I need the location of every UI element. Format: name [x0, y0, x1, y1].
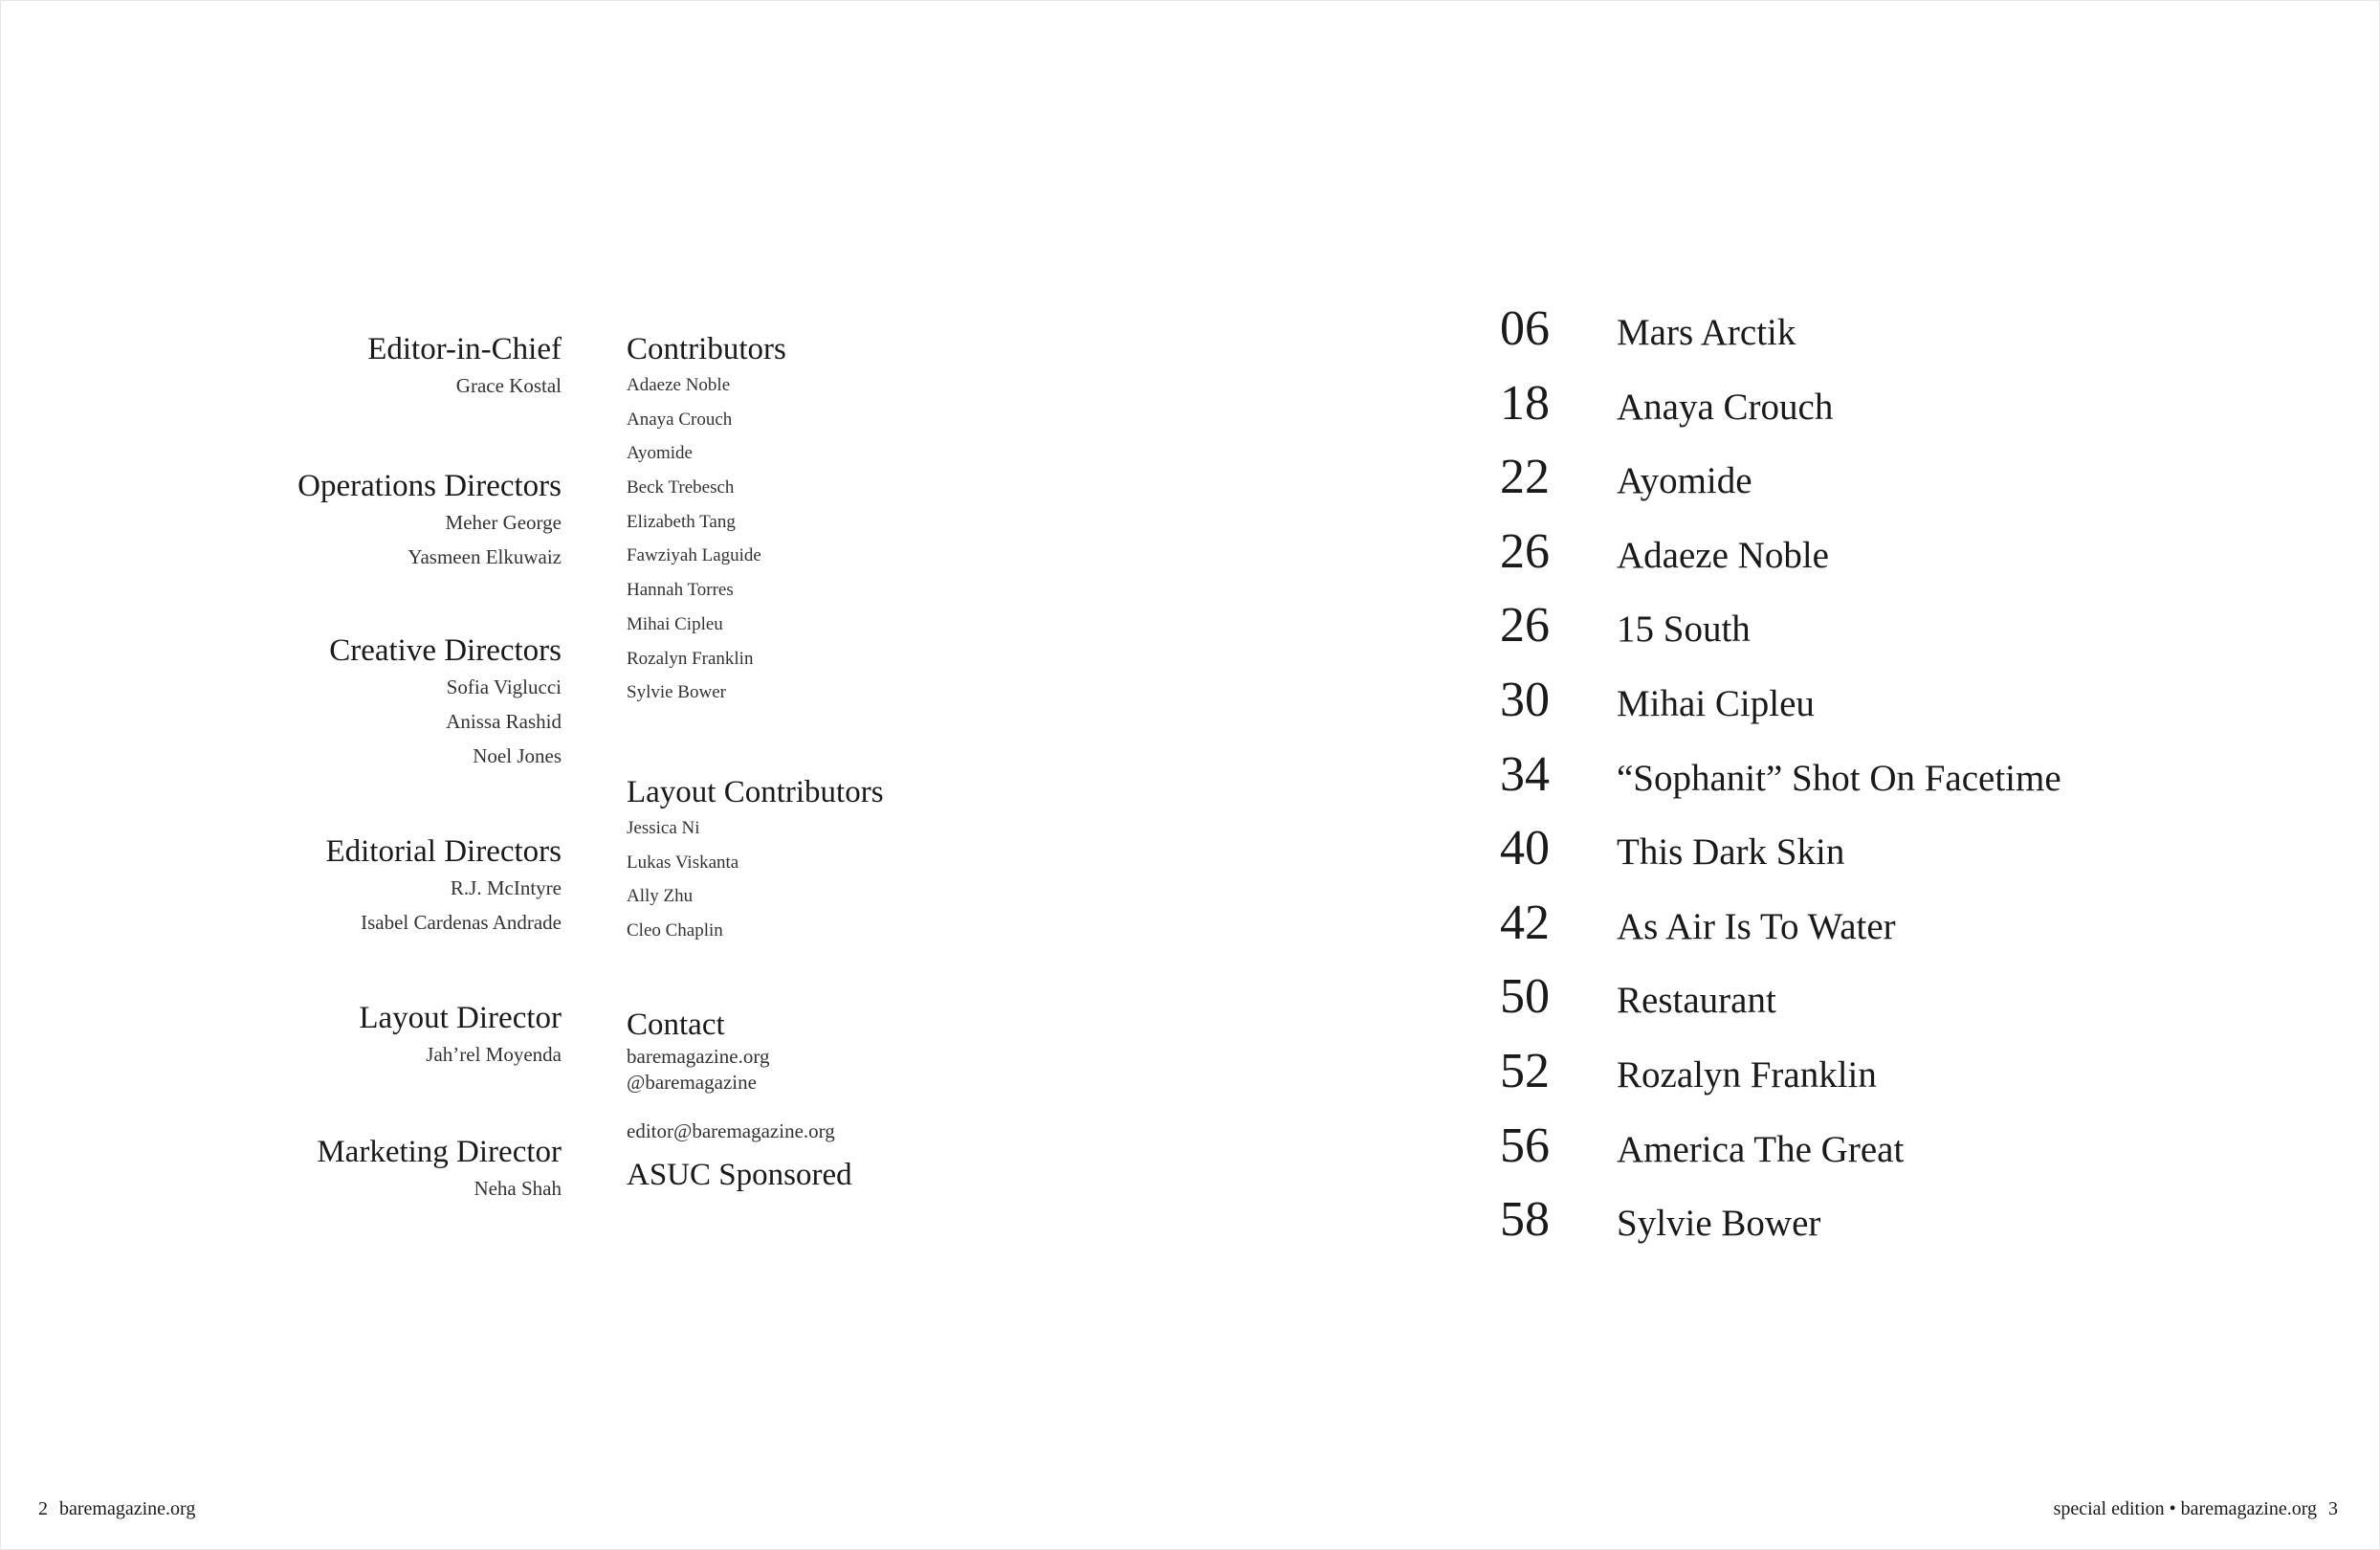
toc-page-number: 30 — [1500, 672, 1550, 727]
contributor-name: Anaya Crouch — [627, 409, 733, 430]
toc-row[interactable] — [1500, 663, 2361, 738]
contributor-name: Beck Trebesch — [627, 477, 735, 498]
layout-contributor-name: Cleo Chaplin — [627, 919, 723, 941]
toc-page-number: 50 — [1500, 969, 1550, 1025]
role-name: Yasmeen Elkuwaiz — [408, 545, 562, 568]
toc-title: Mars Arctik — [1617, 312, 1796, 353]
role-title: Editor-in-Chief — [367, 332, 562, 366]
toc-row[interactable] — [1500, 1109, 2361, 1184]
contributor-name: Fawziyah Laguide — [627, 545, 761, 566]
footer-page-number-right: 3 — [2328, 1498, 2338, 1519]
toc-row[interactable] — [1500, 366, 2361, 441]
contact-email[interactable]: editor@baremagazine.org — [627, 1118, 835, 1142]
contributor-name: Hannah Torres — [627, 580, 734, 601]
toc-title: Adaeze Noble — [1617, 534, 1829, 576]
toc-row[interactable] — [1500, 960, 2361, 1034]
layout-contributor-name: Jessica Ni — [627, 817, 700, 838]
toc-row[interactable] — [1500, 811, 2361, 886]
role-name: Grace Kostal — [455, 374, 562, 397]
toc-title: America The Great — [1617, 1128, 1905, 1170]
role-title: Marketing Director — [317, 1135, 562, 1169]
toc-page-number: 06 — [1500, 301, 1550, 356]
toc-page-number: 34 — [1500, 746, 1550, 802]
toc-row[interactable] — [1500, 292, 2361, 366]
contributor-name: Mihai Cipleu — [627, 613, 723, 634]
role-name: R.J. McIntyre — [450, 876, 562, 899]
toc-row[interactable] — [1500, 1034, 2361, 1109]
toc-page-number: 56 — [1500, 1118, 1550, 1173]
contact-website[interactable]: baremagazine.org — [627, 1044, 770, 1068]
masthead-contributors — [627, 330, 1009, 1194]
role-name: Meher George — [445, 511, 562, 534]
toc-title: Ayomide — [1617, 460, 1752, 502]
toc-title: Anaya Crouch — [1617, 386, 1834, 428]
toc-title: Mihai Cipleu — [1617, 682, 1815, 724]
table-of-contents — [1500, 292, 2361, 1257]
toc-title: Restaurant — [1617, 980, 1776, 1022]
toc-page-number: 52 — [1500, 1043, 1550, 1098]
toc-row[interactable] — [1500, 440, 2361, 515]
role-editorial-directors — [191, 832, 562, 940]
role-marketing-director — [191, 1133, 562, 1206]
role-layout-director — [191, 999, 562, 1072]
role-title: Layout Director — [359, 1001, 562, 1035]
toc-title: Sylvie Bower — [1617, 1203, 1821, 1245]
toc-row[interactable] — [1500, 886, 2361, 961]
layout-contributor-name: Lukas Viskanta — [627, 852, 739, 873]
toc-page-number: 40 — [1500, 821, 1550, 876]
footer-left — [38, 1498, 195, 1520]
role-name: Anissa Rashid — [446, 710, 562, 733]
role-editor-in-chief — [191, 330, 562, 403]
toc-row[interactable] — [1500, 1183, 2361, 1257]
sponsor-label: ASUC Sponsored — [627, 1157, 852, 1192]
footer-right-text: special edition • baremagazine.org — [2053, 1498, 2317, 1519]
toc-title: 15 South — [1617, 609, 1751, 651]
role-title: Editorial Directors — [325, 834, 562, 869]
contributor-name: Ayomide — [627, 443, 693, 464]
contributors-title: Contributors — [627, 332, 786, 366]
role-title: Creative Directors — [329, 633, 562, 668]
contact-title: Contact — [627, 1007, 725, 1042]
role-operations-directors — [191, 467, 562, 574]
toc-title: As Air Is To Water — [1617, 905, 1896, 947]
layout-contributor-name: Ally Zhu — [627, 886, 694, 907]
contributor-name: Adaeze Noble — [627, 375, 731, 395]
toc-title: This Dark Skin — [1617, 831, 1845, 874]
contributor-name: Elizabeth Tang — [627, 511, 736, 532]
toc-row[interactable] — [1500, 588, 2361, 663]
toc-page-number: 18 — [1500, 375, 1550, 431]
footer-right — [2054, 1498, 2338, 1520]
toc-row[interactable] — [1500, 515, 2361, 589]
footer-left-text: baremagazine.org — [59, 1498, 196, 1519]
toc-page-number: 42 — [1500, 895, 1550, 950]
role-name: Isabel Cardenas Andrade — [361, 911, 562, 934]
role-title: Operations Directors — [298, 469, 562, 503]
toc-page-number: 22 — [1500, 450, 1550, 505]
role-name: Noel Jones — [473, 744, 562, 767]
role-name: Sofia Viglucci — [446, 675, 562, 698]
contributor-name: Rozalyn Franklin — [627, 648, 754, 669]
toc-page-number: 26 — [1500, 598, 1550, 653]
toc-page-number: 58 — [1500, 1192, 1550, 1248]
masthead-roles — [191, 330, 562, 1206]
contributor-name: Sylvie Bower — [627, 682, 726, 703]
role-creative-directors — [191, 631, 562, 773]
role-name: Neha Shah — [474, 1177, 562, 1200]
contact-handle[interactable]: @baremagazine — [627, 1070, 757, 1094]
toc-title: Rozalyn Franklin — [1617, 1053, 1877, 1096]
footer-page-number-left: 2 — [38, 1498, 48, 1519]
layout-contributors-title: Layout Contributors — [627, 774, 884, 809]
toc-row[interactable] — [1500, 738, 2361, 812]
role-name: Jah’rel Moyenda — [426, 1043, 562, 1066]
toc-title: “Sophanit” Shot On Facetime — [1617, 757, 2061, 799]
toc-page-number: 26 — [1500, 523, 1550, 579]
